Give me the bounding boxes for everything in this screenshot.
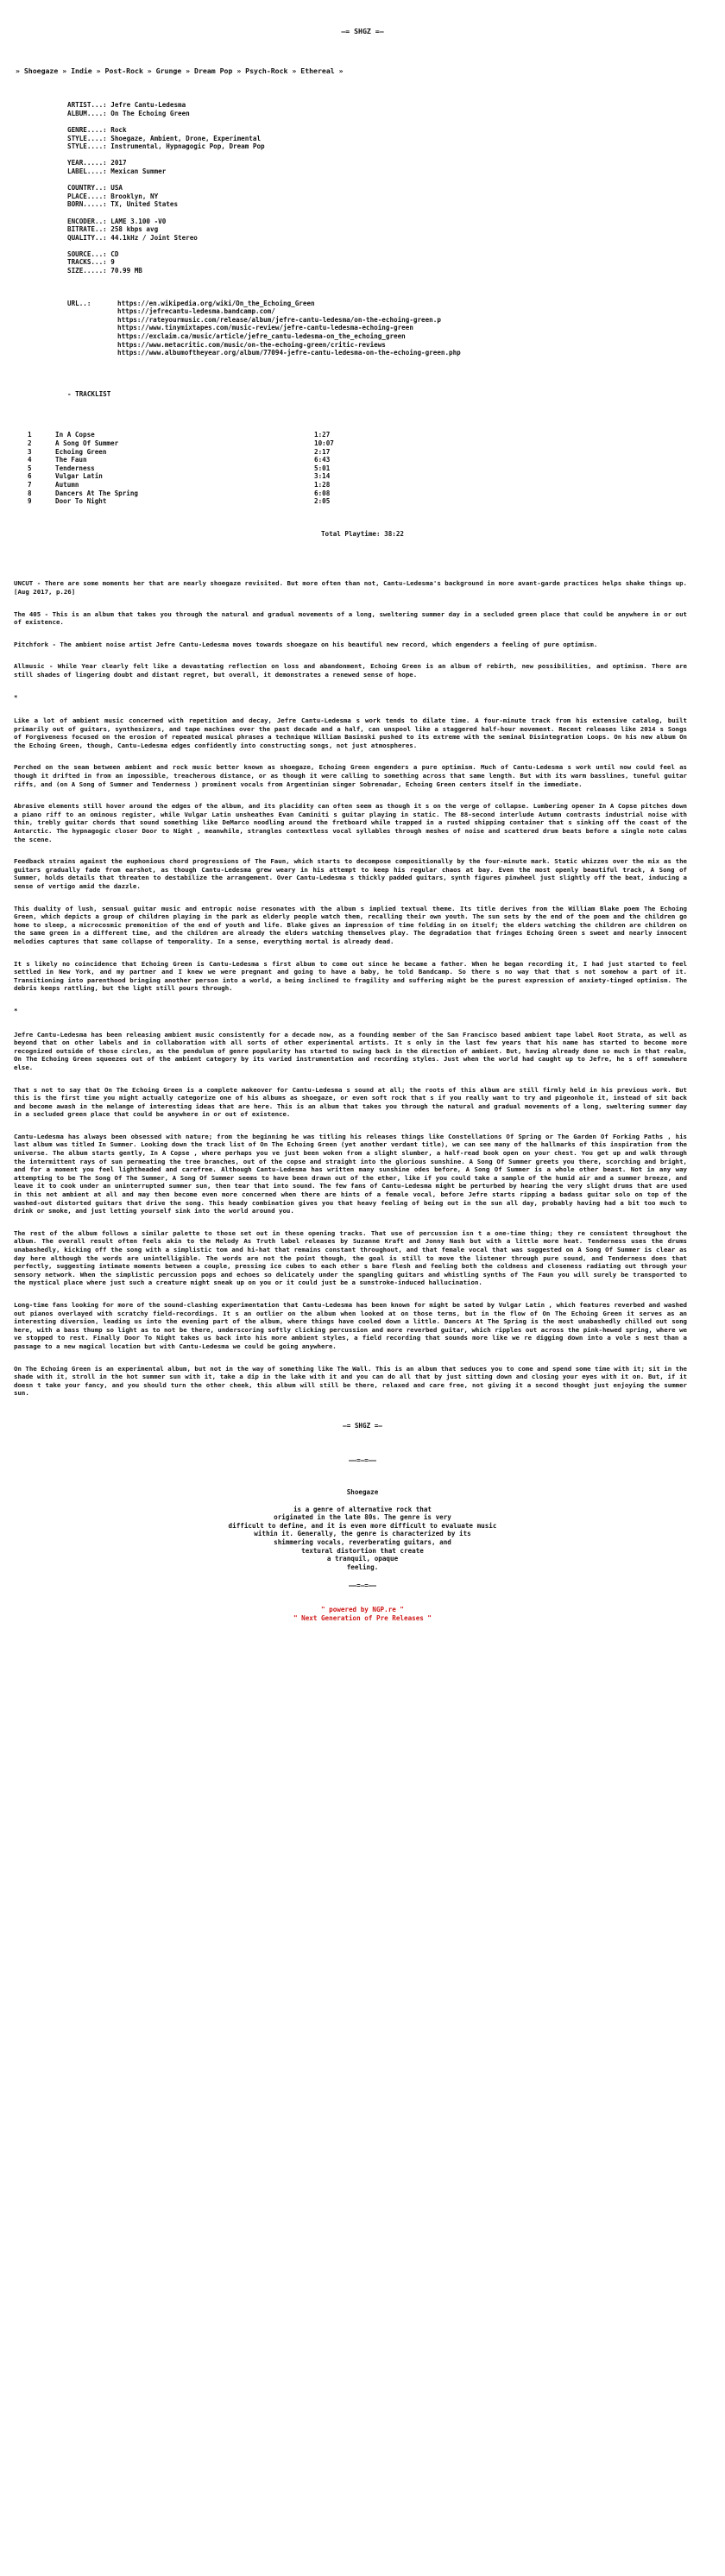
- track-name: A Song Of Summer: [55, 439, 119, 447]
- description-line: difficult to define, and it is even more difficult to evaluate music: [228, 1521, 497, 1530]
- track-row: [28, 464, 725, 473]
- track-row: [28, 481, 725, 489]
- year-line: YEAR.....: 2017: [67, 159, 127, 167]
- track-duration: 5:01: [314, 464, 331, 472]
- place-line: PLACE....: Brooklyn, NY: [67, 192, 159, 200]
- nfo-page: [0, 28, 725, 1622]
- review-paragraph: Like a lot of ambient music concerned with repetition and decay, Jefre Cantu-Ledesma s work tends to dilate time. A four-minute track from his extensive catalog, built primarily out of guitars, synthesizers, and tape machines over the past decade and a half, can unspool like a staggered half-hour movement. Recent releases like 2014 s Songs of Forgiveness focused on the erosion of repeated musical phrases a technique William Basinski pushed to its extreme with the seminal Disintegration Loops. On his new album On the Echoing Green, though, Cantu-Ledesma edges confidently into constructing songs, not just atmospheres.: [14, 717, 687, 749]
- url-label: URL..:: [67, 299, 91, 307]
- footer-separator: ——=—=——: [348, 1582, 376, 1590]
- section-divider-star: *: [14, 1006, 18, 1014]
- review-paragraph: Long-time fans looking for more of the sound-clashing experimentation that Cantu-Ledesma has been known for might be sated by Vulgar Latin , which features reverbed and washed out pianos overlayed with scratchy field-recordings. It s an outlier on the album when looked at on those terms, but in the flow of On The Echoing Green it serves as an interesting diversion, leading us into the evening part of the album, where things have cooled down a little. Dancers At The Spring is the most unabashedly chilled out song here, with a bass thump so light as to not be there, underscoring softly clicking percussion and more reverbed guitar, which ripples out across the pink-hewed spring, where we ve stopped to rest. Finally Door To Night takes us back into his more ambient styles, a field recording that sounds more like we re digging down into a vole s nest than a passage to a new magical location but with Cantu-Ledesma we could be going anywhere.: [14, 1300, 687, 1350]
- reviews-section: [0, 579, 725, 1398]
- artist-line: ARTIST...: Jefre Cantu-Ledesma: [67, 101, 186, 110]
- track-name: Vulgar Latin: [55, 472, 103, 481]
- footer-separator-title: —= SHGZ =—: [343, 1421, 382, 1430]
- track-duration: 1:27: [314, 431, 331, 439]
- description-line: within it. Generally, the genre is characterized by its: [254, 1530, 471, 1538]
- born-line: BORN.....: TX, United States: [67, 200, 179, 209]
- track-duration: 1:28: [314, 480, 331, 489]
- review-paragraph: It s likely no coincidence that Echoing Green is Cantu-Ledesma s first album to come out since he became a father. When he began recording it, I had just started to feel settled in New York, and my partner and I knew we were pregnant and going to have a baby, he told Bandcamp. So there s no way that that s not somehow a part of it. Transitioning into parenthood bringing another person into a world, a being inclined to fragility and suffering might be the purest expression of anxiety-tinged optimism. The debris keeps rattling, but the light still pours through.: [14, 959, 687, 993]
- track-row: [28, 497, 725, 506]
- bitrate-line: BITRATE..: 258 kbps avg: [67, 225, 159, 234]
- tracks-line: TRACKS...: 9: [67, 258, 115, 267]
- track-name: Autumn: [55, 480, 79, 489]
- powered-by-line: " powered by NGP.re ": [320, 1606, 404, 1614]
- review-paragraph: Jefre Cantu-Ledesma has been releasing ambient music consistently for a decade now, as a founding member of the San Francisco based ambient tape label Root Strata, as well as beyond that on other labels and in collaboration with all sorts of other experimental artists. It s only in the last few years that his name has started to become more recognized outside of those circles, as the pendulum of genre popularity has started to swing back in the direction of ambient. But, having already done so much in that realm, On The Echoing Green squeezes out of the ambient category by its varied instrumentation and recording styles. Just when the world had caught up to Jefre, he s off somewhere else.: [14, 1030, 687, 1071]
- style-line-2: STYLE....: Instrumental, Hypnagogic Pop, Dream Pop: [67, 142, 265, 151]
- track-number: 9: [28, 497, 32, 506]
- footer-separator: ——=—=——: [348, 1455, 376, 1464]
- review-paragraph: Abrasive elements still hover around the edges of the album, and its placidity can often seem as though it s on the verge of collapse. Lumbering opener In A Copse pitches down a piano riff to an ominous register, while Vulgar Latin unsheathes Evan Caminiti s guitar playing in static. The 88-second interlude Autumn contrasts industrial noise with thin, trebly guitar chords that sound something like DeMarco noodling around the fretboard while trapped in a rusted shipping container that s sinking off the coast of the Antarctic. The hypnagogic closer Door to Night , meanwhile, strangles contextless vocal syllables through meshes of noise and scattered drum beats before a single note calms the scene.: [14, 802, 687, 843]
- track-duration: 2:17: [314, 447, 331, 456]
- tracklist: [0, 431, 725, 505]
- description-line: originated in the late 80s. The genre is very: [274, 1513, 451, 1522]
- shoegaze-heading: Shoegaze: [346, 1488, 379, 1497]
- track-number: 7: [28, 480, 32, 489]
- track-row: [28, 431, 725, 439]
- track-name: Tenderness: [55, 464, 95, 472]
- track-name: Dancers At The Spring: [55, 489, 139, 497]
- url-link[interactable]: https://exclaim.ca/music/article/jefre_cantu-ledesma-on_the_echoing_green: [117, 332, 406, 341]
- review-paragraph: Cantu-Ledesma has always been obsessed with nature; from the beginning he was titling his releases things like Constellations Of Spring or The Garden Of Forking Paths , his last album was titled In Summer. Looking down the track list of On The Echoing Green (yet another verdant title), we can see many of the hallmarks of this inspiration from the universe. The album starts gently, In A Copse , where perhaps you ve just been woken from a slight slumber, a half-read book open on your chest. You get up and walk through the intermittent rays of sun permeating the tree branches, out of the copse and straight into the glorious sunshine. A Song Of Summer greets you there, scorching and bright, and for a moment you feel lightheaded and carefree. Although Cantu-Ledesma has written many sunshine odes before, A Song Of Summer is a whole other beast. Not in any way attempting to be The Song Of The Summer, A Song Of Summer seems to have been drawn out of the ether, like if you could take a sample of the humid air and a summer breeze, and leave it to cook under an uninterrupted summer sun, then tear that into sound. The few fans of Cantu-Ledesma might be perturbed by hearing the very slight drums that are used in this not ambient at all and may then become even more concerned when there are hints of a female vocal, before Jefre starts ripping a badass guitar solo on top of the washed-out distorted guitars that drive the song. This heady combination gives you that heavy feeling of being out in the sun all day, probably having had a bit too much to drink or smoke, and just letting yourself sink into the world around you.: [14, 1132, 687, 1215]
- review-the405: The 405 - This is an album that takes you through the natural and gradual movements of a long, sweltering summer day in a secluded green place that could be anywhere in or out of existence.: [14, 609, 687, 627]
- track-name: The Faun: [55, 456, 87, 464]
- country-line: COUNTRY..: USA: [67, 184, 123, 193]
- track-duration: 6:08: [314, 489, 331, 497]
- review-pitchfork: Pitchfork - The ambient noise artist Jefre Cantu-Ledesma moves towards shoegaze on his beautiful new record, which engenders a feeling of pure optimism.: [14, 640, 598, 648]
- track-number: 2: [28, 439, 32, 447]
- review-allmusic: Allmusic - While Year clearly felt like a devastating reflection on loss and abandonment, Echoing Green is an album of rebirth, new possibilities, and optimism. There are still shades of lingering doubt and distant regret, but overall, it demonstrates a renewed sense of hope.: [14, 662, 687, 679]
- shoegaze-description: [0, 1506, 725, 1572]
- page-title: —= SHGZ =—: [341, 27, 384, 35]
- track-number: 5: [28, 464, 32, 472]
- description-line: textural distortion that create: [301, 1546, 424, 1555]
- track-duration: 2:05: [314, 497, 331, 506]
- release-info: [0, 101, 725, 275]
- track-number: 8: [28, 489, 32, 497]
- track-row: [28, 489, 725, 498]
- url-link[interactable]: https://rateyourmusic.com/release/album/jefre-cantu-ledesma/on-the-echoing-green.p: [117, 315, 441, 324]
- url-link[interactable]: https://en.wikipedia.org/wiki/On_the_Echoing_Green: [117, 299, 315, 307]
- review-paragraph: That s not to say that On The Echoing Green is a complete makeover for Cantu-Ledesma s sound at all; the roots of this album are still firmly held in his previous work. But this is the first time you might actually categorize one of his albums as shoegaze, or even soft rock that s if you really want to try and pigeonhole it, instead of sit back and become awash in the melange of interesting ideas that are here. This is an album that takes you through the natural and gradual movements of a long, sweltering summer day in a secluded green place that could be anywhere in or out of existence.: [14, 1085, 687, 1119]
- style-line-1: STYLE....: Shoegaze, Ambient, Drone, Experimental: [67, 134, 262, 142]
- label-line: LABEL....: Mexican Summer: [67, 167, 167, 175]
- review-paragraph: On The Echoing Green is an experimental album, but not in the way of something like The Wall. This is an album that seduces you to come and spend some time with it; sit in the shade with it, stroll in the hot summer sun with it, take a dip in the lake with it and you can do all that by just sitting down and closing your eyes with it on. But, if it doesn t take your fancy, and you should turn the other cheek, this album will still be there, relaxed and care free, not giving it a second thought just enjoying the summer sun.: [14, 1364, 687, 1398]
- review-paragraph: The rest of the album follows a similar palette to those set out in these opening tracks. That use of percussion isn t a one-time thing; they re consistent throughout the album. The overall result often feels akin to the Melody As Truth label releases by Suzanne Kraft and Jonny Nash but with a little more heat. Tenderness uses the drums unabashedly, kicking off the song with a simplistic tom and hi-hat that remains constant throughout, and that female vocal that was suggested on A Song Of Summer is clear as day here although the words are unintelligible. The words are not the point though, the goal is still to move the listener through pure sound, and Tenderness does that perfectly, suggesting intimate moments between a couple, pressing ice cubes to each other s bare flesh and feeling both the coldness and closeness radiating out through your sensory network. When the simplistic percussion pops and echoes so delicately under the spangling guitars and whistling synths of The Faun you will surely be transported to the mystical place where just such a creature might sneak up on you or it could just be a sunstroke-induced hallucination.: [14, 1228, 687, 1287]
- powered-by-footer: [0, 1606, 725, 1622]
- size-line: SIZE.....: 70.99 MB: [67, 267, 142, 275]
- url-link[interactable]: https://jefrecantu-ledesma.bandcamp.com/: [117, 307, 275, 316]
- track-number: 4: [28, 456, 32, 464]
- url-link[interactable]: https://www.albumoftheyear.org/album/77094-jefre-cantu-ledesma-on-the-echoing-green.php: [117, 349, 461, 357]
- track-name: In A Copse: [55, 431, 95, 439]
- album-line: ALBUM....: On The Echoing Green: [67, 109, 190, 117]
- source-line: SOURCE...: CD: [67, 249, 119, 258]
- genres-banner: » Shoegaze » Indie » Post-Rock » Grunge » Dream Pop » Psych-Rock » Ethereal »: [16, 66, 344, 75]
- track-number: 1: [28, 431, 32, 439]
- track-number: 6: [28, 472, 32, 481]
- description-line: shimmering vocals, reverberating guitars, and: [274, 1538, 451, 1547]
- track-duration: 3:14: [314, 472, 331, 481]
- total-playtime: Total Playtime: 38:22: [320, 529, 404, 538]
- description-line: is a genre of alternative rock that: [293, 1505, 432, 1513]
- tracklist-heading: - TRACKLIST: [67, 389, 111, 398]
- url-link[interactable]: https://www.metacritic.com/music/on-the-echoing-green/critic-reviews: [117, 340, 386, 349]
- track-row: [28, 456, 725, 464]
- section-divider-star: *: [14, 692, 18, 701]
- track-duration: 10:07: [314, 439, 334, 447]
- review-paragraph: Perched on the seam between ambient and rock music better known as shoegaze, Echoing Green engenders a pure optimism. Much of Cantu-Ledesma s work until now could feel as though it drifted in from an impossible, treacherous distance, or as though it were calling to something across that same length. But with its warm basslines, tuneful guitar riffs, and (on A Song of Summer and Tenderness ) prominent vocals from Argentinian singer Sobrenadar, Echoing Green centers itself in the immediate.: [14, 763, 687, 788]
- tagline-line: " Next Generation of Pre Releases ": [293, 1613, 432, 1622]
- genre-line: GENRE....: Rock: [67, 125, 127, 134]
- review-paragraph: Feedback strains against the euphonious chord progressions of The Faun, which starts to decompose compositionally by the four-minute mark. Static whizzes over the mix as the guitars gradually fade from earshot, as though Cantu-Ledesma grew weary in his attempt to keep his regular chaos at bay. Even the most openly beautiful track, A Song of Summer, holds details that threaten to destabilize the arrangement. Over Cantu-Ledesma s thickly padded guitars, synth figures pinwheel just slightly off the beat, inducing a sense of vertigo amid the dazzle.: [14, 857, 687, 890]
- track-row: [28, 448, 725, 457]
- track-name: Door To Night: [55, 497, 107, 506]
- url-link[interactable]: https://www.tinymixtapes.com/music-review/jefre-cantu-ledesma-echoing-green: [117, 324, 413, 332]
- quality-line: QUALITY..: 44.1kHz / Joint Stereo: [67, 233, 198, 242]
- description-line: a tranquil, opaque: [326, 1555, 399, 1563]
- track-number: 3: [28, 447, 32, 456]
- review-paragraph: This duality of lush, sensual guitar music and entropic noise resonates with the album s implied textual theme. Its title derives from the William Blake poem The Echoing Green, which depicts a group of children playing in the park as elderly people watch them, recalling their own youth. The sun sets by the end of the poem and the children go home to sleep, a microcosmic premonition of the end of youth and life. Blake gives an impression of time folding in on itself; the elders watching the children are children on the same green in a different time, and the children are already the elders watching themselves play. The degradation that fringes Echoing Green s sweet and nearly innocent melodies captures that same collapse of temporality. In a sense, everything mortal is already dead.: [14, 904, 687, 945]
- encoder-line: ENCODER..: LAME 3.100 -V0: [67, 217, 167, 225]
- track-duration: 6:43: [314, 456, 331, 464]
- track-row: [28, 439, 725, 448]
- url-list: [0, 300, 725, 357]
- description-line: feeling.: [346, 1563, 379, 1571]
- review-uncut: UNCUT - There are some moments her that are nearly shoegaze revisited. But more often than not, Cantu-Ledesma's background in more avant-garde practices helps shake things up. [Aug 2017, p.26]: [14, 579, 687, 596]
- track-name: Echoing Green: [55, 447, 107, 456]
- track-row: [28, 472, 725, 481]
